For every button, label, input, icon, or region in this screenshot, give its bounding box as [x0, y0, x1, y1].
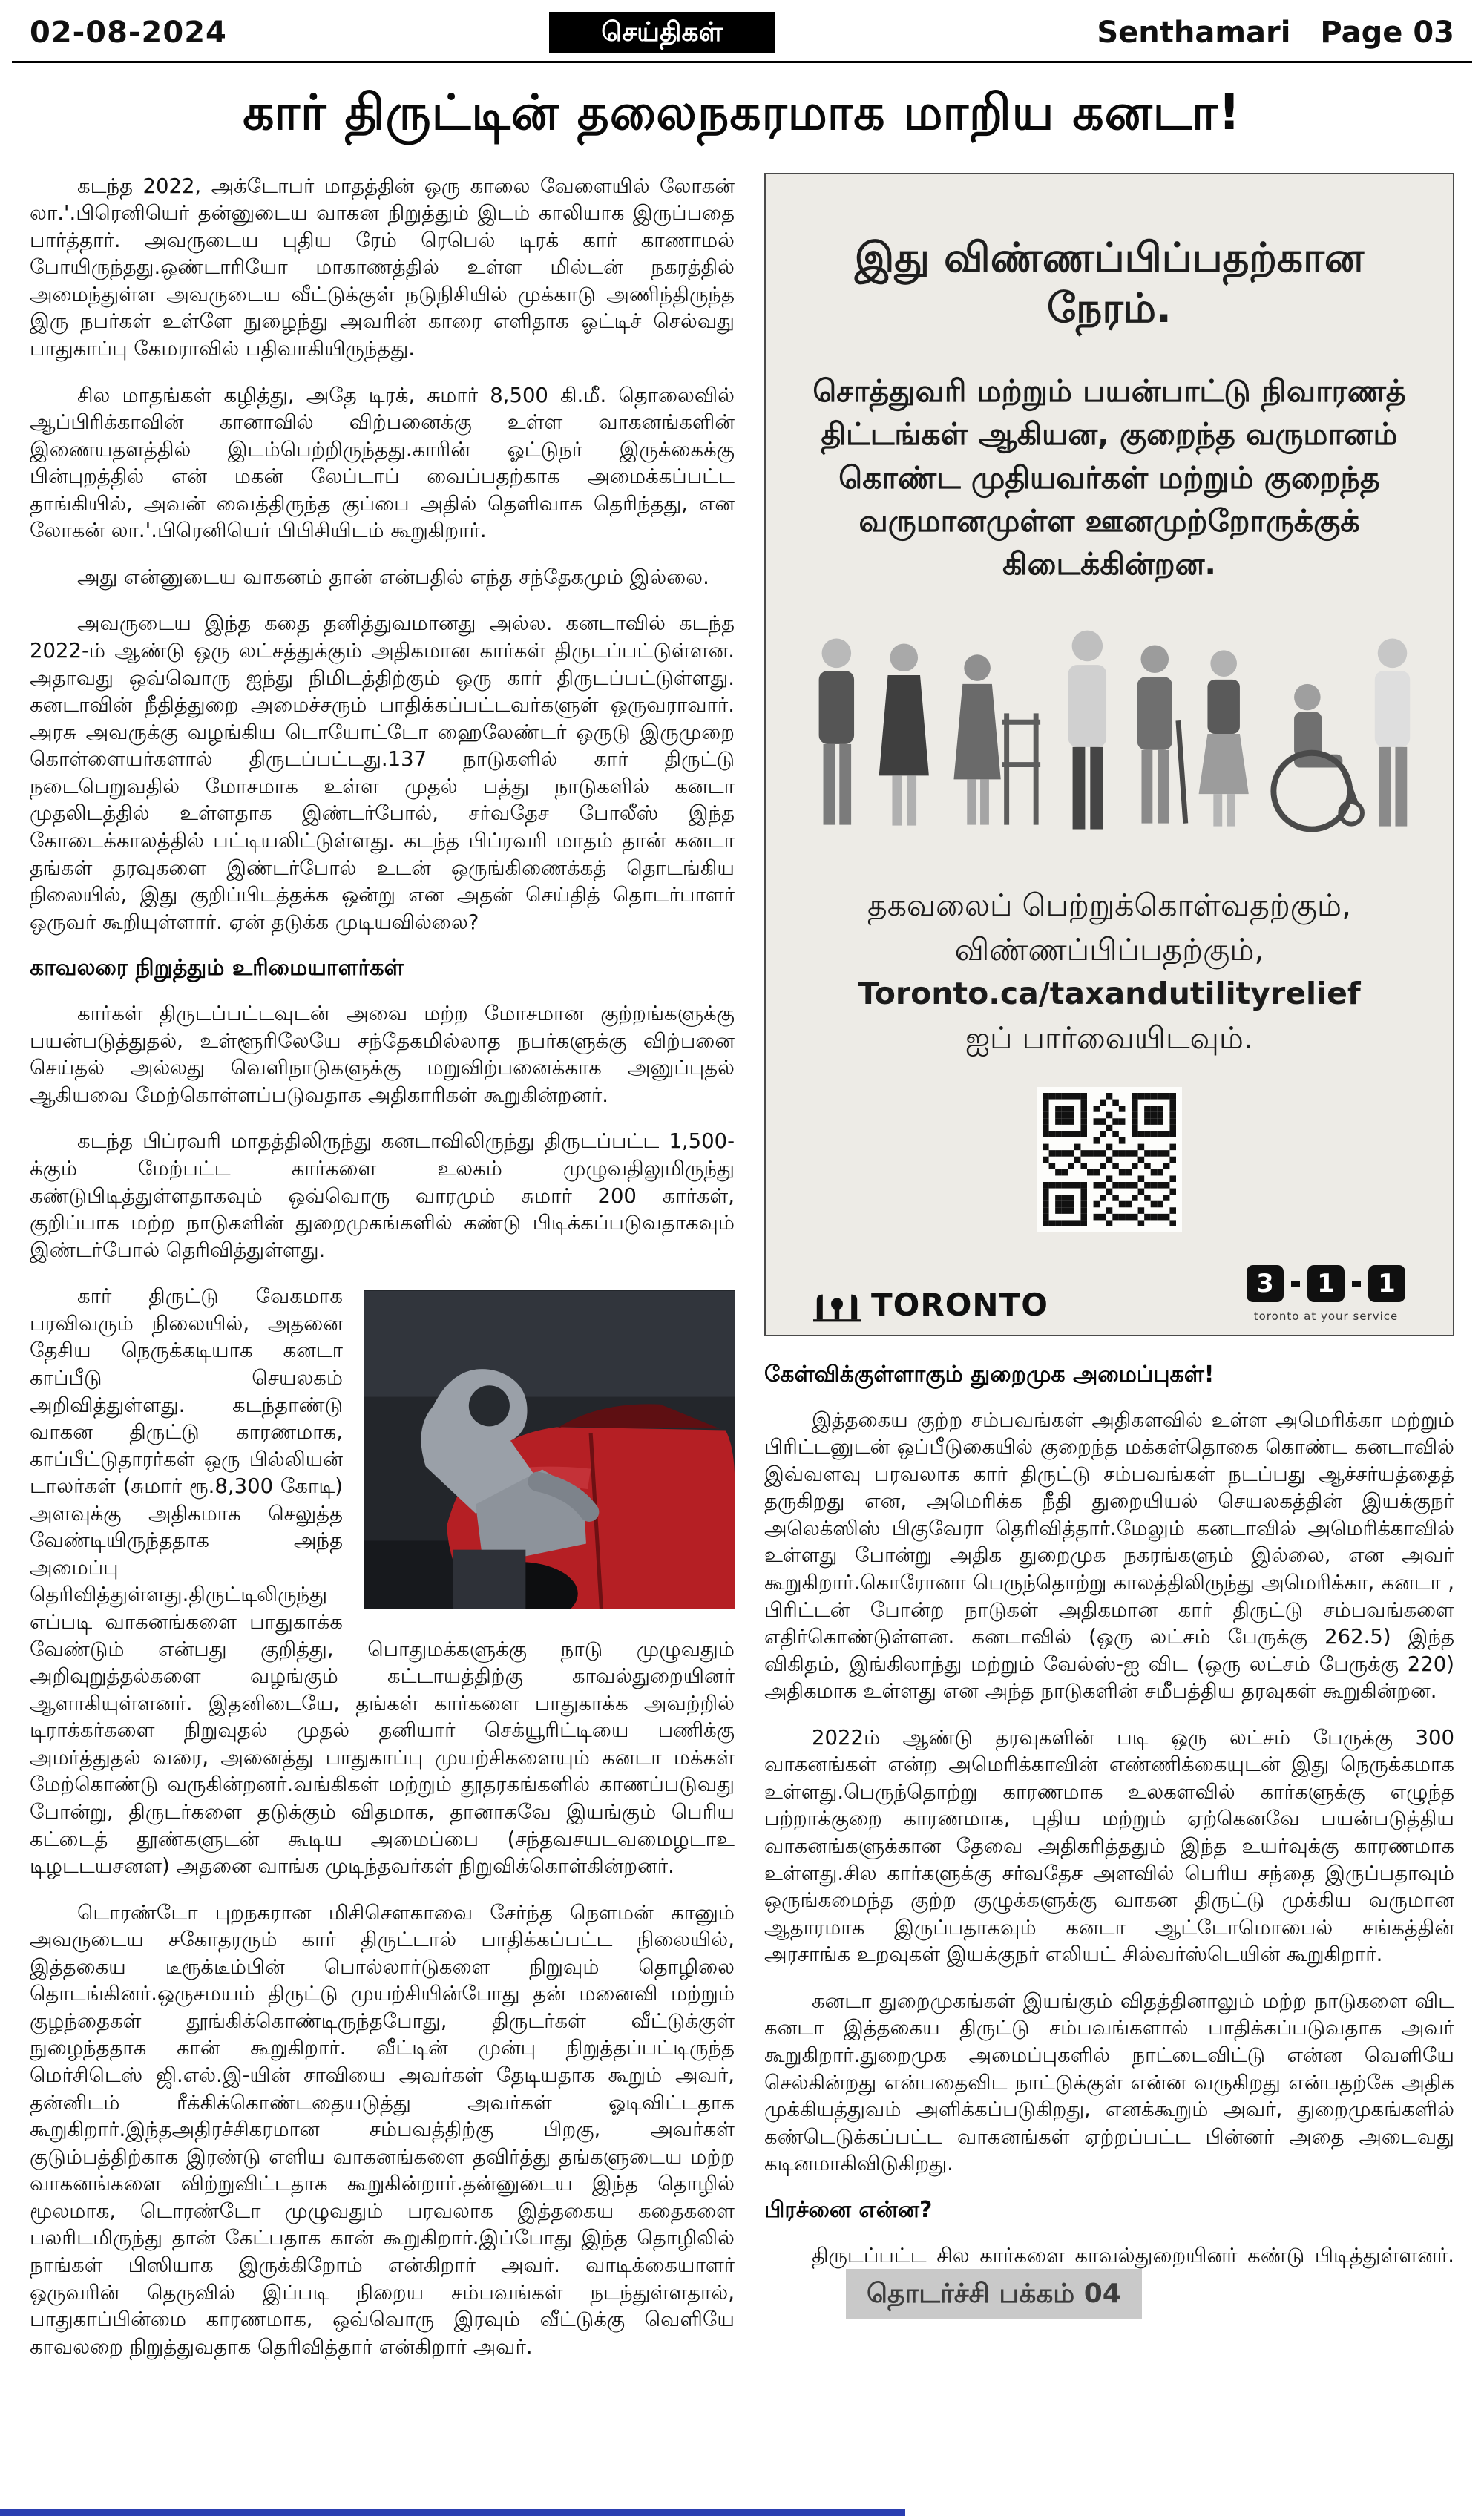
- page-number: Page 03: [1320, 15, 1454, 50]
- ad-logo-row: [807, 1265, 1411, 1323]
- 311-digit-icon: 1: [1307, 1265, 1345, 1302]
- 311-dash-icon: [1291, 1281, 1300, 1287]
- qr-code: [1037, 1087, 1182, 1232]
- seniors-group-drawing: [794, 611, 1425, 853]
- article-paragraph: [764, 2242, 1454, 2319]
- 311-tiles: [1247, 1265, 1405, 1302]
- continued-on-page-badge[interactable]: தொடர்ச்சி பக்கம் 04: [846, 2269, 1142, 2319]
- seniors-illustration-image: [794, 611, 1425, 853]
- page-header: [0, 0, 1484, 61]
- ad-cta-line2: விண்ணப்பிப்பதற்கும்,: [954, 931, 1264, 968]
- ad-url-link[interactable]: Toronto.ca/taxandutilityrelief: [858, 976, 1361, 1012]
- car-theft-photo: [364, 1290, 735, 1609]
- toronto-logo-wordmark: TORONTO: [871, 1287, 1048, 1324]
- article-paragraph: கடந்த பிப்ரவரி மாதத்திலிருந்து கனடாவிலிருந்து திருடப்பட்ட 1,500-க்கும் மேற்பட்ட கார்களை உலகம் முழுவதிலுமிருந்து கண்டுபிடித்துள்ளதாகவும் ஒவ்வொரு வாரமும் சுமார் 200 கார்கள், குறிப்பாக மற்ற நாடுகளின் துறைமுகங்களில் கண்டு பிடிக்கப்படுவதாகவும் இண்டர்போல் தெரிவித்துள்ளது.: [30, 1129, 735, 1262]
- article-paragraph: கனடா துறைமுகங்கள் இயங்கும் விதத்தினாலும் மற்ற நாடுகளை விட கனடா இத்தகைய திருட்டு சம்பவங்களால் பாதிக்கப்படுவதாக அவர் கூறுகிறார்.துறைமுக அமைப்புகளில் நாட்டைவிட்டு என்ன வெளியே செல்கின்றது என்பதைவிட நாட்டுக்குள் என்ன வருகிறது என்பதற்கே அதிக முக்கியத்துவம் அளிக்கப்படுகிறது, எனக்கூறும் அவர், துறைமுகங்களில் கண்டெடுக்கப்பட்ட வாகனங்கள் ஏற்றப்பட்ட பின்னர் அதை அடைவது கடினமாகிவிடுகிறது.: [764, 1988, 1454, 2176]
- article-paragraph: கார் திருட்டு வேகமாக பரவிவரும் நிலையில், அதனை தேசிய நெருக்கடியாக கனடா காப்பீடு செயலகம் அறிவித்துள்ளது. கடந்தாண்டு வாகன திருட்டு காரணமாக, காப்பீட்டுதாரர்கள் ஒரு பில்லியன் டாலர்கள் (சுமார் ரூ.8,300 கோடி) அளவுக்கு அதிகமாக செலுத்த வேண்டியிருந்ததாக அந்த அமைப்பு தெரிவித்துள்ளது.திருட்டிலிருந்து எப்படி வாகனங்களை பாதுகாக்க வேண்டும் என்பது குறித்து, பொதுமக்களுக்கு நாடு முழுவதும் அறிவுறுத்தல்களை வழங்கும் கட்டாயத்திற்கு காவல்துறையினர் ஆளாகியுள்ளனர். இதனிடையே, தங்கள் கார்களை பாதுகாக்க அவற்றில் டிராக்கர்களை நிறுவுதல் முதல் தனியார் செக்யூரிட்டியை பணிக்கு அமர்த்துதல் வரை, அனைத்து பாதுகாப்பு முயற்சிகளையும் கனடா மக்கள் மேற்கொண்டு வருகின்றனர்.வங்கிகள் மற்றும் தூதரகங்களில் காணப்படுவது போன்று, திருடர்களை தடுக்கும் விதமாக, தானாகவே இயங்கும் பெரிய கட்டைத் தூண்களுடன் கூடிய அமைப்பை (சந்தவசயடவமைழடாஉ டிழடடயசனள) அதனை வாங்க முடிந்தவர்கள் நிறுவிக்கொள்கின்றனர்.: [30, 1284, 735, 1879]
- article-paragraph: சில மாதங்கள் கழித்து, அதே டிரக், சுமார் 8,500 கி.மீ. தொலைவில் ஆப்பிரிக்காவின் கானாவில் விற்பனைக்கு உள்ள வாகனங்களின் இணையதளத்தில் இடம்பெற்றிருந்தது.காரின் ஓட்டுநர் இருக்கைக்கு பின்புறத்தில் என் மகன் லேப்டாப் வைப்பதற்காக அமைக்கப்பட்ட தாங்கியில், அவன் வைத்திருந்த குப்பை அதில் தெளிவாக தெரிந்தது, என லோகன் லா.'.பிரெனியெர் பிபிசியிடம் கூறுகிறார்.: [30, 383, 735, 543]
- article-paragraph: இத்தகைய குற்ற சம்பவங்கள் அதிகளவில் உள்ள அமெரிக்கா மற்றும் பிரிட்டனுடன் ஒப்பீடுகையில் குறைந்த மக்கள்தொகை கொண்ட கனடாவில் இவ்வளவு பரவலாக கார் திருட்டு சம்பவங்கள் நடப்பது ஆச்சர்யத்தைத் தருகிறது என, அமெரிக்க நீதி துறையியல் செயலகத்தின் இயக்குநர் அலெக்ஸிஸ் பிகுவேரா தெரிவித்தார்.மேலும் கனடாவில் அமெரிக்காவில் உள்ளது போன்று அதிக துறைமுக நகரங்களும் இல்லை, என அவர் கூறுகிறார்.கொரோனா பெருந்தொற்று காலத்திலிருந்து அமெரிக்கா, கனடா , பிரிட்டன் போன்ற நாடுகள் அதிகமான கார் திருட்டு சம்பவங்களை எதிர்கொண்டுள்ளன. கனடாவில் (ஒரு லட்சம் பேருக்கு 262.5) இந்த விகிதம், இங்கிலாந்து மற்றும் வேல்ஸ்-ஐ விட (ஒரு லட்சம் பேருக்கு 220) அதிகமாக உள்ளது என அந்த நாடுகளின் சமீபத்திய தரவுகள் கூறுகின்றன.: [764, 1408, 1454, 1704]
- qr-code-wrap: [807, 1087, 1411, 1232]
- header-divider: [12, 61, 1472, 63]
- section-badge: செய்திகள்: [549, 12, 775, 53]
- article-subhead-ports: கேள்விக்குள்ளாகும் துறைமுக அமைப்புகள்!: [764, 1361, 1215, 1387]
- article-subhead-problem: பிரச்னை என்ன?: [764, 2196, 933, 2223]
- ad-cta-line1: தகவலைப் பெற்றுக்கொள்வதற்கும்,: [867, 887, 1351, 924]
- article-column-left: [30, 173, 735, 2380]
- toronto-city-hall-icon: [813, 1288, 861, 1322]
- article-column-right: [764, 173, 1454, 2380]
- 311-tagline: toronto at your service: [1253, 1310, 1399, 1324]
- article-paragraph: டொரண்டோ புறநகரான மிசிசௌகாவை சேர்ந்த நௌமன் கானும் அவருடைய சகோதரரும் கார் திருட்டால் பாதிக்கப்பட்ட நிலையில், இத்தகைய டீரூக்டீம்பின் பொல்லார்டுகளை நிறுவும் தொழிலை தொடங்கினர்.ஒருசமயம் திருட்டு முயற்சியின்போது தன் மனைவி மற்றும் குழந்தைகள் தூங்கிக்கொண்டிருந்தபோது, திருடர்கள் வீட்டுக்குள் நுழைந்ததாக கான் கூறுகிறார். வீட்டின் முன்பு நிறுத்தப்பட்டிருந்த மெர்சிடெஸ் ஜி.எல்.இ-யின் சாவியை அவர்கள் தேடியதாக கூறும் அவர், தன்னிடம் ரீக்கிக்கொண்டதையடுத்து அவர்கள் ஓடிவிட்டதாக கூறுகிறார்.இந்தஅதிரச்சிகரமான சம்பவத்திற்கு பிறகு, அவர்கள் குடும்பத்திற்காக இரண்டு எளிய வாகனங்களை தவிர்த்து தங்களுடைய மற்ற வாகனங்களை விற்றுவிட்டதாக கூறுகின்றார்.தன்னுடைய இந்த தொழில் மூலமாக, டொரண்டோ முழுவதும் பரவலாக இத்தகைய கதைகளை பலரிடமிருந்து தான் கேட்பதாக கான் கூறுகிறார்.இப்போது இந்த தொழிலில் நாங்கள் பிஸியாக இருக்கிறோம் என்கிறார் அவர். வாடிக்கையாளர் ஒருவரின் தெருவில் இப்படி நிறைய சம்பவங்கள் நடந்துள்ளதால், பாதுகாப்பின்மை காரணமாக, ஒவ்வொரு இரவும் வீட்டுக்கு வெளியே காவலறை நிறுத்துவதாக தெரிவித்தார் என்கிறார் அவர்.: [30, 1900, 735, 2359]
- 311-logo: [1247, 1265, 1405, 1323]
- paper-title: [1097, 16, 1454, 50]
- article-paragraph: கார்கள் திருடப்பட்டவுடன் அவை மற்ற மோசமான குற்றங்களுக்கு பயன்படுத்துதல், உள்ளூரிலேயே சந்தேகமில்லாத நபர்களுக்கு விற்பனை செய்தல் அல்லது வெளிநாடுகளுக்கு மறுவிற்பனைக்காக அனுப்புதல் ஆகியவை மேற்கொள்ளப்படுவதாக அதிகாரிகள் கூறுகின்றனர்.: [30, 1002, 735, 1107]
- toronto-tax-relief-ad: [764, 173, 1454, 1336]
- car-theft-illustration: [364, 1290, 735, 1609]
- article-closing-text: திருடப்பட்ட சில கார்களை காவல்துறையினர் கண்டு பிடித்துள்ளனர்.: [812, 2243, 1454, 2267]
- 311-dash-icon: [1352, 1281, 1361, 1287]
- date-label: 02-08-2024: [30, 15, 227, 50]
- ad-body-text: சொத்துவரி மற்றும் பயன்பாட்டு நிவாரணத் திட்டங்கள் ஆகியன, குறைந்த வருமானம் கொண்ட முதியவர்கள் மற்றும் குறைந்த வருமானமுள்ள ஊனமுற்றோருக்குக் கிடைக்கின்றன.: [812, 373, 1406, 582]
- bottom-blue-rule: [0, 2509, 905, 2516]
- paper-name: Senthamari: [1097, 15, 1291, 50]
- article-paragraph: அவருடைய இந்த கதை தனித்துவமானது அல்ல. கனடாவில் கடந்த 2022-ம் ஆண்டு ஒரு லட்சத்துக்கும் அதிகமான கார்கள் திருடப்பட்டுள்ளன. அதாவது ஒவ்வொரு ஐந்து நிமிடத்திற்கும் ஒரு கார் திருடப்பட்டுள்ளது. கனடாவின் நீதித்துறை அமைச்சரும் பாதிக்கப்பட்டவர்களுள் ஒருவராவார். அரசு அவருக்கு வழங்கிய டொயோட்டோ ஹைலேண்டர் ஒருடு இருமுறை கொள்ளையர்களால் திருடப்பட்டது.137 நாடுகளில் கார் திருட்டு நடைபெறுவதில் மோசமாக உள்ள முதல் பத்து நாடுகளில் கனடா முதலிடத்தில் உள்ளதாக இண்டர்போல், சர்வதேச போலீஸ் இந்த கோடைக்காலத்தில் பட்டியலிட்டுள்ளது. கடந்த பிப்ரவரி மாதம் தான் கனடா தங்கள் தரவுகளை இண்டர்போல் உடன் ஒருங்கிணைக்கத் தொடங்கிய நிலையில், இது குறிப்பிடத்தக்க ஒன்று என அதன் செய்தித் தொடர்பாளர் ஒருவர் கூறியுள்ளார். ஏன் தடுக்க முடியவில்லை?: [30, 611, 735, 934]
- article-paragraph: கடந்த 2022, அக்டோபர் மாதத்தின் ஒரு காலை வேளையில் லோகன் லா.'.பிரெனியெர் தன்னுடைய வாகன நிறுத்தும் இடம் காலியாக இருப்பதை பார்த்தார். அவருடைய புதிய ரேம் ரெபெல் டிரக் கார் காணாமல் போயிருந்தது.ஒண்டாரியோ மாகாணத்தில் உள்ள மில்டன் நகரத்தில் அமைந்துள்ள அவருடைய வீட்டுக்குள் நடுநிசியில் முக்காடு அணிந்திருந்த இரு நபர்கள் உள்ளே நுழைந்து அவரின் காரை எளிதாக ஓட்டிச் செல்வது பாதுகாப்பு கேமராவில் பதிவாகியிருந்தது.: [30, 174, 735, 361]
- qr-code-pattern: [1043, 1093, 1176, 1226]
- 311-digit-icon: 1: [1368, 1265, 1405, 1302]
- page-content: [0, 173, 1484, 2380]
- 311-digit-icon: 3: [1247, 1265, 1284, 1302]
- article-paragraph: 2022ம் ஆண்டு தரவுகளின் படி ஒரு லட்சம் பேருக்கு 300 வாகனங்கள் என்ற அமெரிக்காவின் எண்ணிக்கையுடன் இது நெருக்கமாக உள்ளது.பெருந்தொற்று காரணமாக உலகளவில் கார்களுக்கு எழுந்த பற்றாக்குறை காரணமாக, புதிய மற்றும் ஏற்கெனவே பயன்படுத்திய வாகனங்களுக்கான தேவை அதிகரித்ததும் இந்த உயர்வுக்கு காரணமாக உள்ளது.சில கார்களுக்கு சர்வதேச அளவில் பெரிய சந்தை இருப்பதாவும் ஒருங்கமைந்த குற்ற குழுக்களுக்கு வாகன திருட்டு முக்கிய வருமான ஆதாரமாக இருப்பதாகவும் கனடா ஆட்டோமொபைல் சங்கத்தின் அரசாங்க உறவுகள் இயக்குநர் எலியட் சில்வர்ஸ்டெயின் கூறுகிறார்.: [764, 1725, 1454, 1967]
- headline: கார் திருட்டின் தலைநகரமாக மாறிய கனடா!: [243, 83, 1241, 141]
- article-subhead-owners: காவலரை நிறுத்தும் உரிமையாளர்கள்: [30, 955, 404, 982]
- ad-call-to-action: [807, 884, 1411, 1060]
- ad-cta-line3: ஐப் பார்வையிடவும்.: [965, 1019, 1253, 1056]
- article-paragraph: அது என்னுடைய வாகனம் தான் என்பதில் எந்த சந்தேகமும் இல்லை.: [77, 565, 709, 589]
- toronto-logo: [813, 1287, 1048, 1323]
- ad-title: இது விண்ணப்பிப்பதற்கான நேரம்.: [854, 233, 1365, 332]
